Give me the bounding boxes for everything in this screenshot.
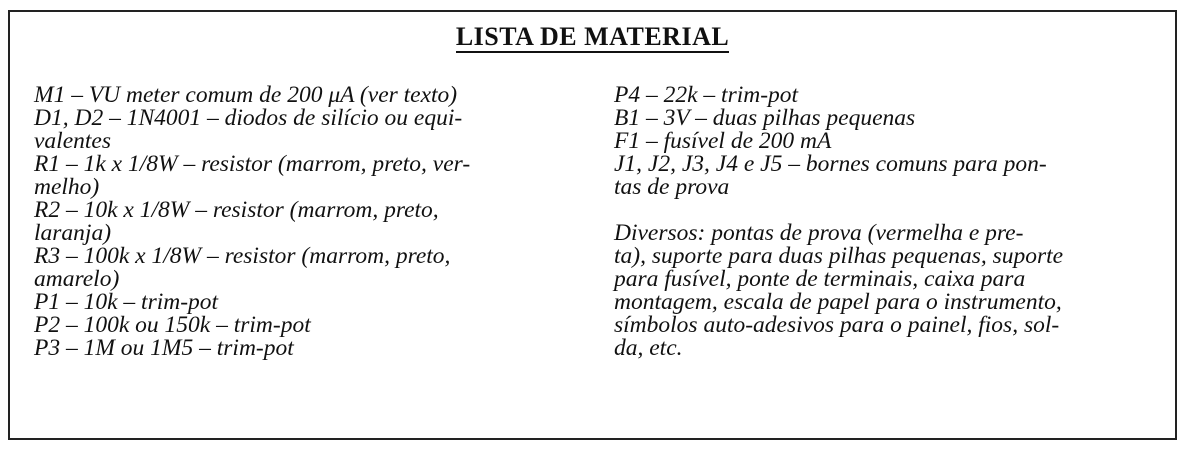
list-line: R2 – 10k x 1/8W – resistor (marrom, preto, <box>34 197 439 223</box>
list-title <box>10 22 1175 52</box>
list-line: P4 – 22k – trim-pot <box>614 82 799 108</box>
list-line: P3 – 1M ou 1M5 – trim-pot <box>34 335 294 361</box>
diversos-line: Diversos: pontas de prova (vermelha e pre- <box>614 220 1024 246</box>
right-column <box>614 84 1162 360</box>
diversos-line: montagem, escala de papel para o instrumento, <box>614 289 1062 315</box>
left-column <box>34 84 594 360</box>
diversos-line: símbolos auto-adesivos para o painel, fios, sol- <box>614 312 1060 338</box>
list-line: R3 – 100k x 1/8W – resistor (marrom, preto, <box>34 243 451 269</box>
list-line: P1 – 10k – trim-pot <box>34 289 219 315</box>
list-title-text: LISTA DE MATERIAL <box>455 22 730 51</box>
list-line: P2 – 100k ou 150k – trim-pot <box>34 312 311 338</box>
list-line: valentes <box>34 128 111 154</box>
list-line: D1, D2 – 1N4001 – diodos de silício ou equi- <box>34 105 463 131</box>
list-line: tas de prova <box>614 174 730 200</box>
diversos-line: para fusível, ponte de terminais, caixa para <box>614 266 1026 292</box>
list-line: B1 – 3V – duas pilhas pequenas <box>614 105 916 131</box>
list-line: amarelo) <box>34 266 120 292</box>
material-list-box <box>8 10 1177 440</box>
list-line: melho) <box>34 174 100 200</box>
list-line: J1, J2, J3, J4 e J5 – bornes comuns para pon- <box>614 151 1047 177</box>
diversos-line: da, etc. <box>614 335 683 361</box>
diversos-line: ta), suporte para duas pilhas pequenas, suporte <box>614 243 1064 269</box>
list-line: F1 – fusível de 200 mA <box>614 128 832 154</box>
paragraph-gap <box>614 199 1162 222</box>
list-line: R1 – 1k x 1/8W – resistor (marrom, preto, ver- <box>34 151 471 177</box>
list-line: laranja) <box>34 220 112 246</box>
list-line: M1 – VU meter comum de 200 μA (ver texto) <box>34 82 458 108</box>
